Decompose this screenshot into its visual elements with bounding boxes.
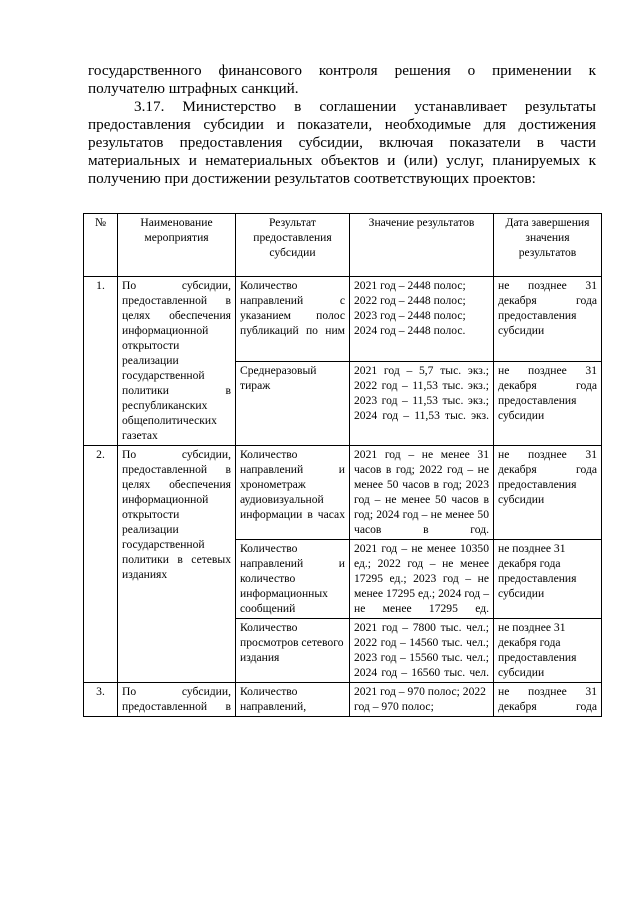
value-cell: 2021 год – не менее 31 часов в год; 2022 год – не менее 50 часов в год; 2023 год – не менее 50 часов в год; 2024 год – не менее 50 часов в год. — [350, 446, 494, 540]
table-row — [84, 277, 602, 362]
date-cell: не позднее 31 декабря года предоставления субсидии — [494, 540, 602, 619]
value-cell: 2021 год – не менее 10350 ед.; 2022 год – не менее 17295 ед.; 2023 год – не менее 17295 ед.; 2024 год – не менее 17295 ед. — [350, 540, 494, 619]
date-cell: не позднее 31 декабря года — [494, 683, 602, 717]
date-cell: не позднее 31 декабря года предоставления субсидии — [494, 361, 602, 446]
result-cell: Количество просмотров сетевого издания — [236, 619, 350, 683]
table-header-row — [84, 214, 602, 277]
header-number: № — [84, 214, 118, 277]
event-name-cell: По субсидии, предоставленной в целях обеспечения информационной открытости реализации государственной политики в сетевых изданиях — [118, 446, 236, 683]
header-event-name: Наименование мероприятия — [118, 214, 236, 277]
header-subsidy-result: Результат предоставления субсидии — [236, 214, 350, 277]
event-name-cell: По субсидии, предоставленной в — [118, 683, 236, 717]
value-cell: 2021 год – 2448 полос; 2022 год – 2448 полос; 2023 год – 2448 полос; 2024 год – 2448 полос. — [350, 277, 494, 362]
value-cell: 2021 год – 5,7 тыс. экз.; 2022 год – 11,53 тыс. экз.; 2023 год – 11,53 тыс. экз.; 2024 год – 11,53 тыс. экз. — [350, 361, 494, 446]
row-number: 3. — [84, 683, 118, 717]
row-number: 1. — [84, 277, 118, 446]
date-cell: не позднее 31 декабря года предоставления субсидии — [494, 277, 602, 362]
intro-paragraph-continued: государственного финансового контроля решения о применении к получателю штрафных санкций. — [88, 62, 596, 97]
results-table — [83, 213, 602, 717]
header-completion-date: Дата завершения значения результатов — [494, 214, 602, 277]
header-result-values: Значение результатов — [350, 214, 494, 277]
value-cell: 2021 год – 7800 тыс. чел.; 2022 год – 14560 тыс. чел.; 2023 год – 15560 тыс. чел.; 2024 год – 16560 тыс. чел. — [350, 619, 494, 683]
value-cell: 2021 год – 970 полос; 2022 год – 970 полос; — [350, 683, 494, 717]
result-cell: Количество направлений с указанием полос публикаций по ним — [236, 277, 350, 362]
event-name-cell: По субсидии, предоставленной в целях обеспечения информационной открытости реализации государственной политики в республиканских общеполитических газетах — [118, 277, 236, 446]
result-cell: Среднеразовый тираж — [236, 361, 350, 446]
table-row — [84, 683, 602, 717]
table-row — [84, 446, 602, 540]
intro-paragraph-3-17: 3.17. Министерство в соглашении устанавливает результаты предоставления субсидии и показатели, необходимые для достижения результатов предоставления субсидии, включая показатели в части материальных и нематериальных объектов и (или) услуг, планируемых к получению при достижении результатов соответствующих проектов: — [88, 98, 596, 187]
result-cell: Количество направлений и хронометраж аудиовизуальной информации в часах — [236, 446, 350, 540]
date-cell: не позднее 31 декабря года предоставления субсидии — [494, 619, 602, 683]
result-cell: Количество направлений и количество информационных сообщений — [236, 540, 350, 619]
date-cell: не позднее 31 декабря года предоставления субсидии — [494, 446, 602, 540]
row-number: 2. — [84, 446, 118, 683]
result-cell: Количество направлений, — [236, 683, 350, 717]
